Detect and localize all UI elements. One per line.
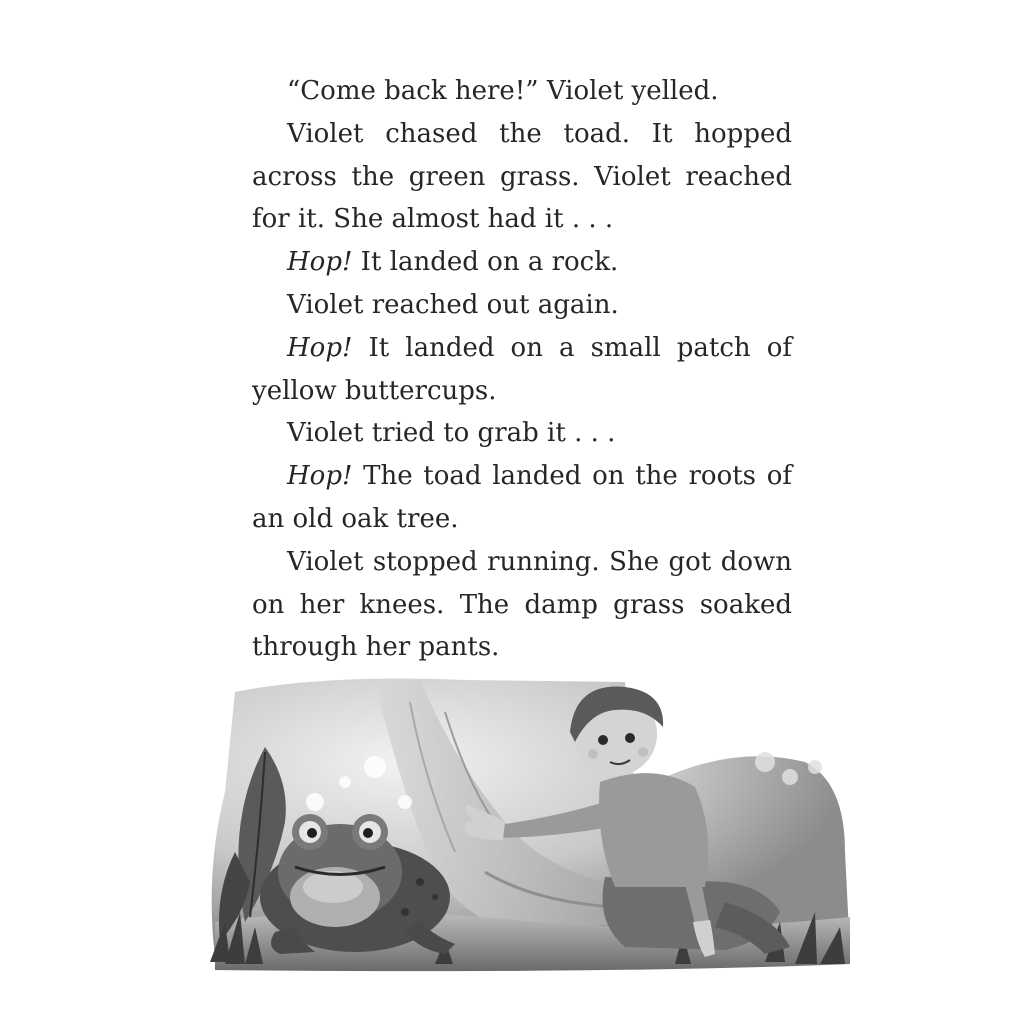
story-paragraph	[252, 541, 792, 669]
paragraph-text: It landed on a small patch of yellow buttercups.	[252, 332, 792, 406]
story-paragraph	[252, 327, 792, 413]
illustration-svg	[205, 672, 855, 977]
paragraph-lead: Hop!	[287, 332, 353, 363]
story-paragraph	[252, 412, 792, 455]
paragraph-lead: Hop!	[287, 247, 353, 278]
story-paragraph	[252, 70, 792, 113]
story-paragraph	[252, 284, 792, 327]
story-paragraph	[252, 113, 792, 241]
paragraph-text: “Come back here!” Violet yelled.	[287, 76, 719, 106]
paragraph-text: Violet tried to grab it . . .	[287, 418, 616, 449]
story-illustration	[205, 672, 855, 977]
paragraph-text: It landed on a rock.	[352, 247, 619, 278]
paragraph-text: Violet stopped running. She got down on her knees. The damp grass soaked through her pants.	[252, 546, 792, 663]
story-paragraph	[252, 241, 792, 284]
paragraph-lead: Hop!	[287, 461, 353, 492]
story-text	[252, 70, 792, 669]
paragraph-text: The toad landed on the roots of an old oak tree.	[252, 461, 792, 534]
paragraph-text: Violet reached out again.	[287, 289, 619, 320]
story-paragraph	[252, 455, 792, 541]
paragraph-text: Violet chased the toad. It hopped across the green grass. Violet reached for it. She almost had it . . .	[252, 118, 792, 235]
